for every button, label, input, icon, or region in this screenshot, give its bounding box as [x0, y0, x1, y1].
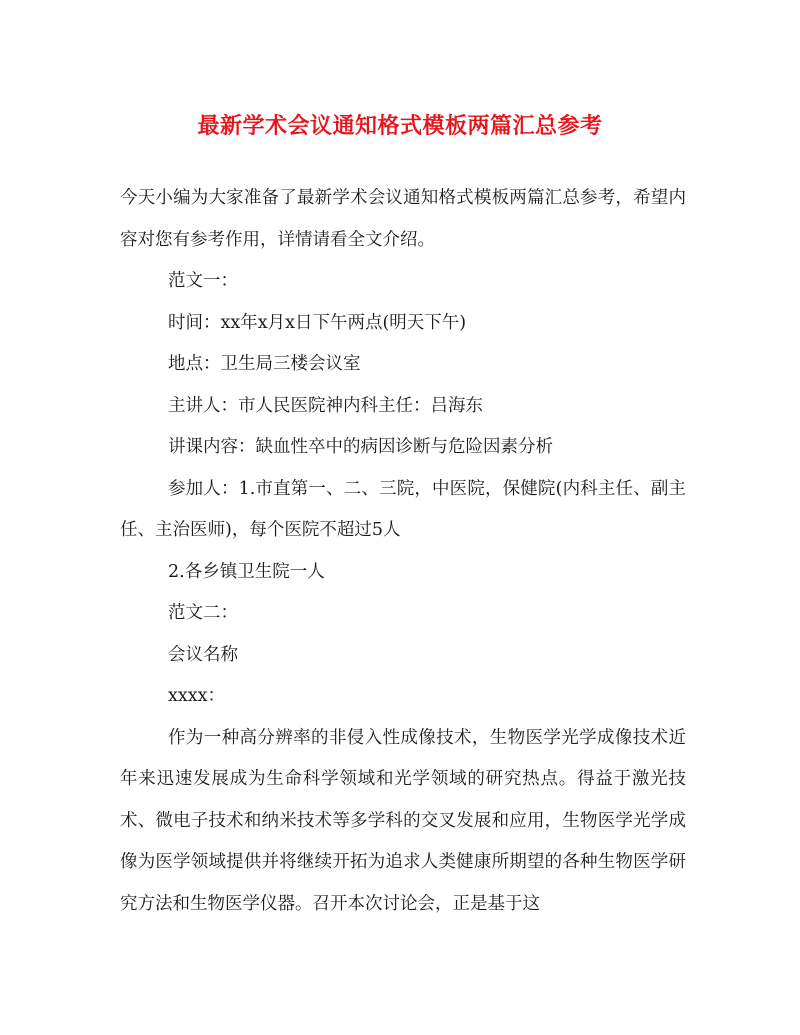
document-body: [120, 178, 686, 925]
sample-two-heading: 范文二：: [168, 603, 238, 623]
attendees-item-2: 2.各乡镇卫生院一人: [168, 561, 325, 582]
meeting-time: 时间：xx年x月x日下午两点(明天下午): [168, 312, 467, 333]
lecture-content: 讲课内容：缺血性卒中的病因诊断与危险因素分析: [168, 437, 553, 457]
meeting-speaker: 主讲人：市人民医院神内科主任：吕海东: [168, 395, 483, 416]
meeting-name-label: 会议名称: [168, 644, 238, 665]
sample-one-heading: 范文一：: [168, 271, 238, 291]
intro-paragraph: 今天小编为大家准备了最新学术会议通知格式模板两篇汇总参考，希望内容对您有参考作用，详情请看全文介绍。: [120, 188, 686, 250]
body-paragraph: 作为一种高分辨率的非侵入性成像技术，生物医学光学成像技术近年来迅速发展成为生命科学领域和光学领域的研究热点。得益于激光技术、微电子技术和纳米技术等多学科的交叉发展和应用，生物医学光学成像为医学领域提供并将继续开拓为追求人类健康所期望的各种生物医学研究方法和生物医学仪器。召开本次讨论会，正是基于这: [120, 727, 686, 914]
salutation: xxxx：: [168, 686, 225, 706]
attendees: 参加人：1.市直第一、二、三院，中医院，保健院(内科主任、副主任、主治医师)，每个医院不超过5人: [120, 478, 686, 540]
document-title: 最新学术会议通知格式模板两篇汇总参考: [197, 113, 603, 139]
meeting-location: 地点：卫生局三楼会议室: [168, 354, 361, 374]
